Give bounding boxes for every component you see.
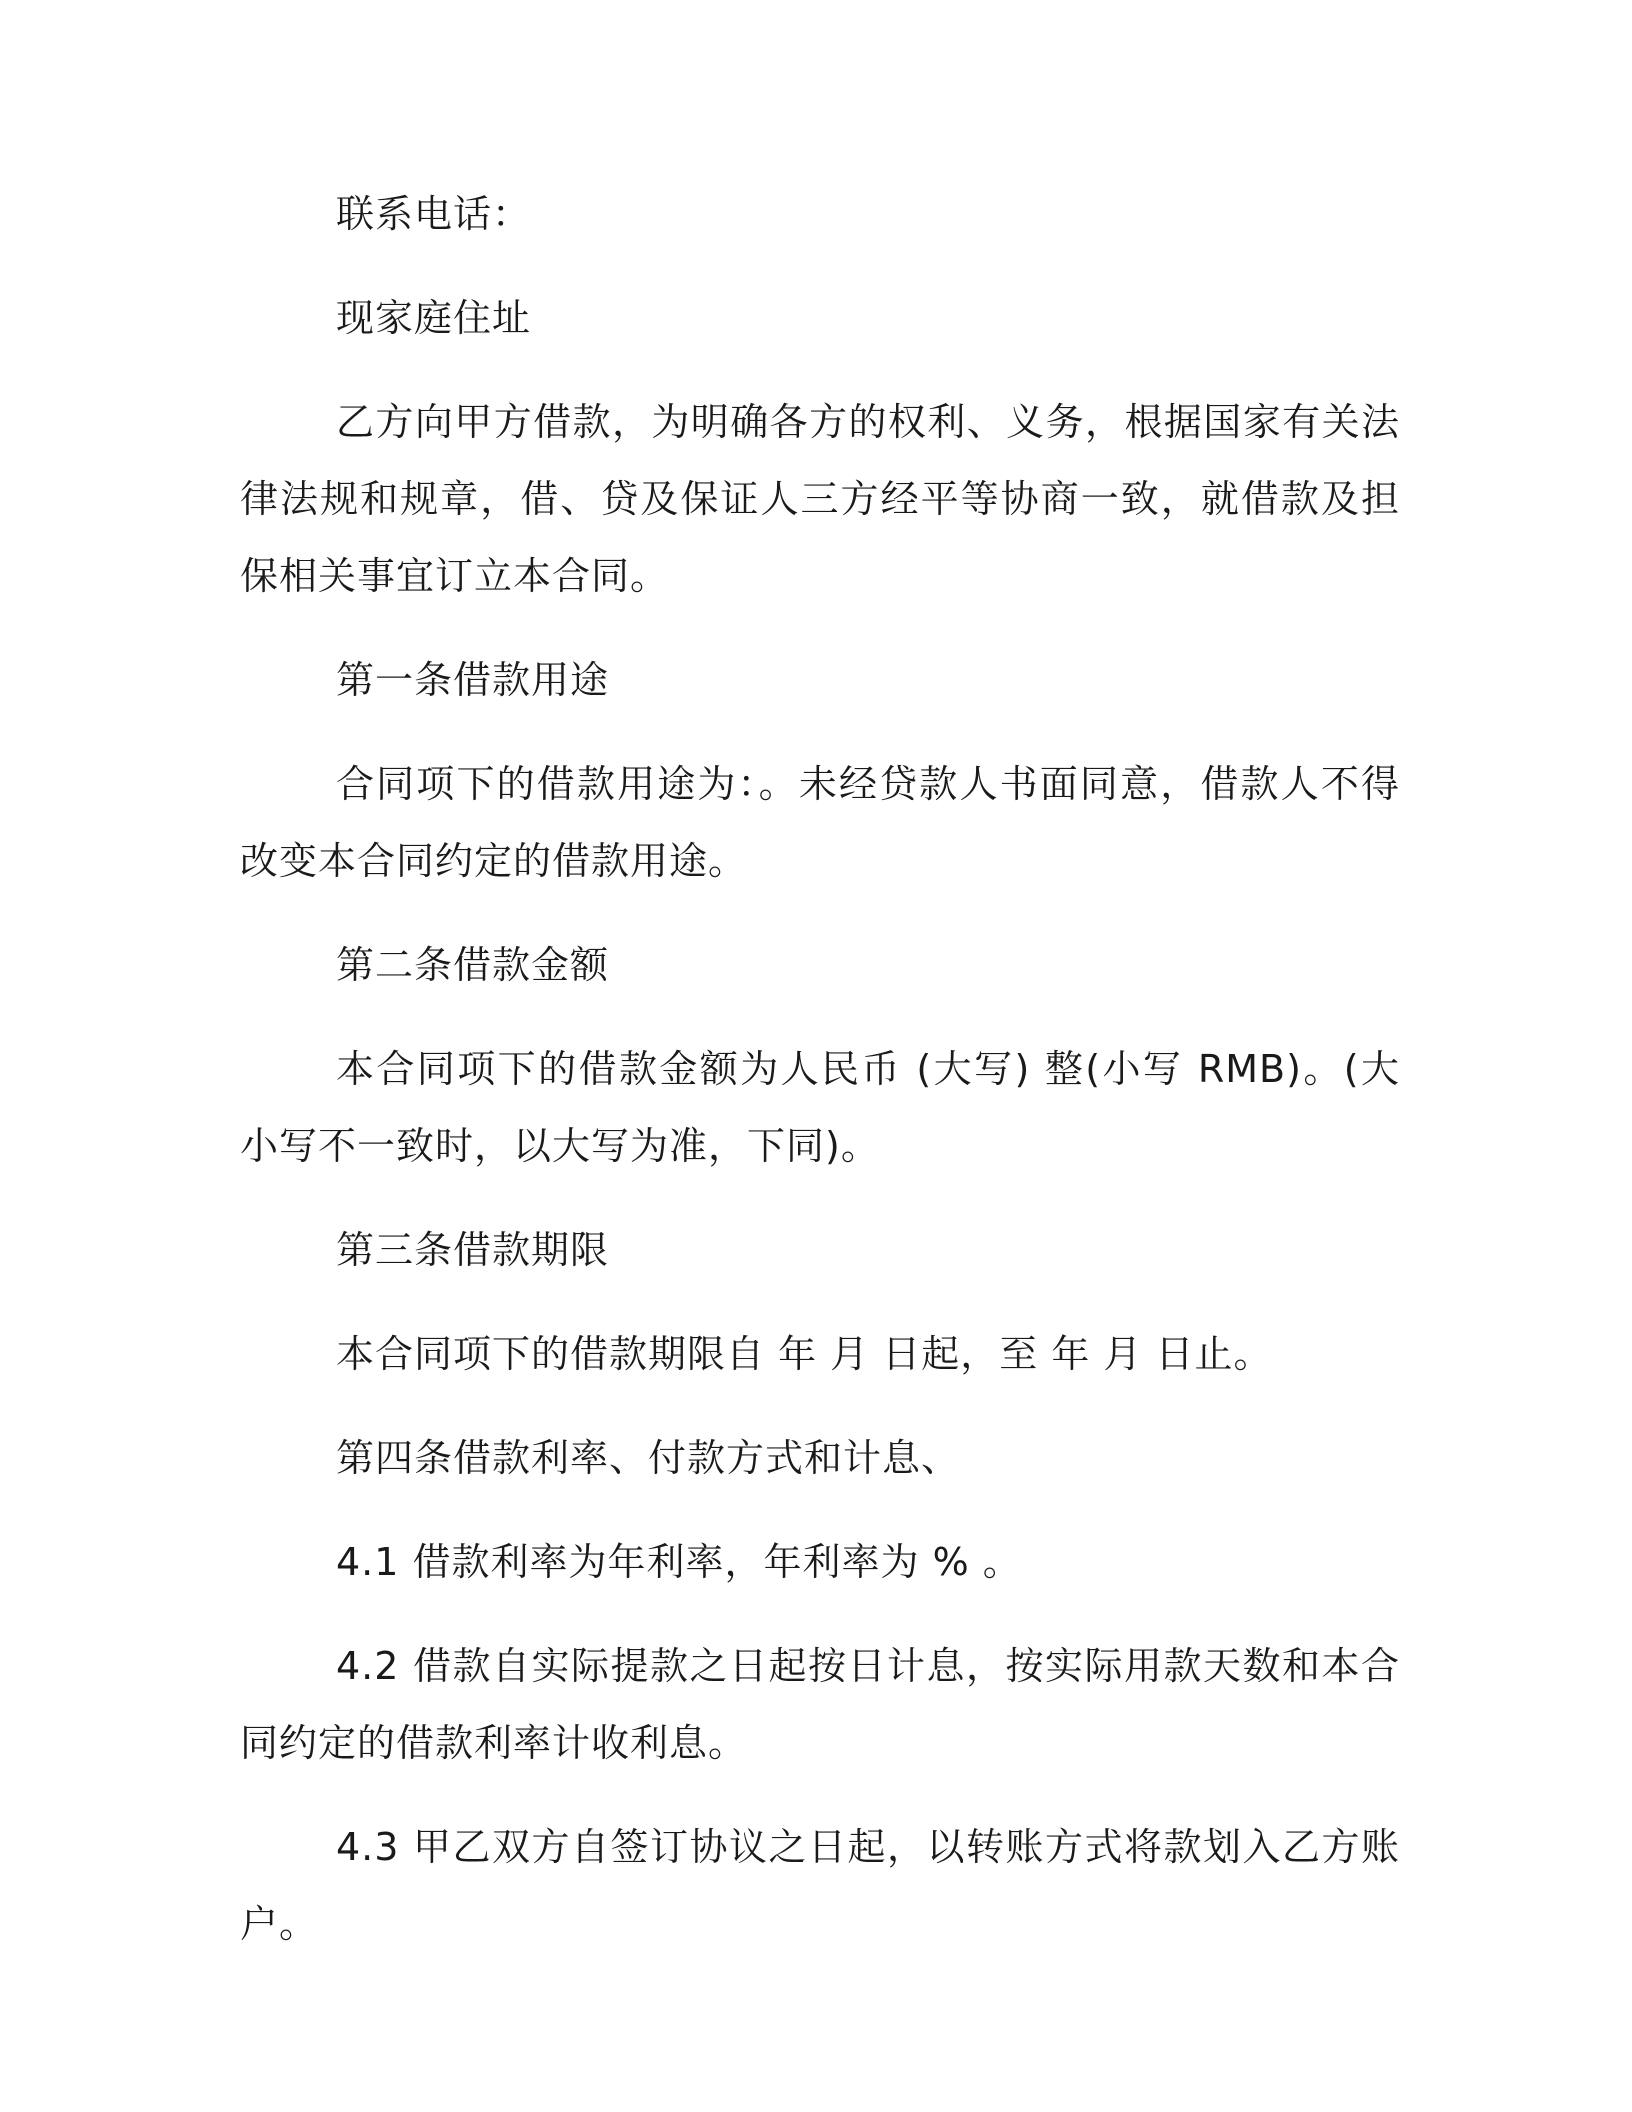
contract-body xyxy=(240,176,1400,1990)
article-2-heading: 第二条借款金额 xyxy=(336,943,610,987)
home-address-line: 现家庭住址 xyxy=(336,296,532,340)
contact-phone-line: 联系电话： xyxy=(336,192,532,236)
article-3-heading: 第三条借款期限 xyxy=(336,1228,610,1272)
article-3-body: 本合同项下的借款期限自 年 月 日起，至 年 月 日止。 xyxy=(336,1332,1273,1376)
article-1-heading: 第一条借款用途 xyxy=(336,658,610,702)
article-4-heading: 第四条借款利率、付款方式和计息、 xyxy=(336,1436,961,1480)
article-1-body: 合同项下的借款用途为：。未经贷款人书面同意，借款人不得改变本合同约定的借款用途。 xyxy=(240,762,1400,883)
preamble-paragraph: 乙方向甲方借款，为明确各方的权利、义务，根据国家有关法律法规和规章，借、贷及保证人三方经平等协商一致，就借款及担保相关事宜订立本合同。 xyxy=(240,400,1400,598)
article-2-body: 本合同项下的借款金额为人民币 (大写) 整(小写 RMB)。(大小写不一致时，以大写为准，下同)。 xyxy=(240,1047,1400,1168)
clause-4-1: 4.1 借款利率为年利率，年利率为 % 。 xyxy=(336,1540,1022,1584)
clause-4-3: 4.3 甲乙双方自签订协议之日起，以转账方式将款划入乙方账户。 xyxy=(240,1825,1400,1946)
clause-4-2: 4.2 借款自实际提款之日起按日计息，按实际用款天数和本合同约定的借款利率计收利息。 xyxy=(240,1644,1400,1765)
